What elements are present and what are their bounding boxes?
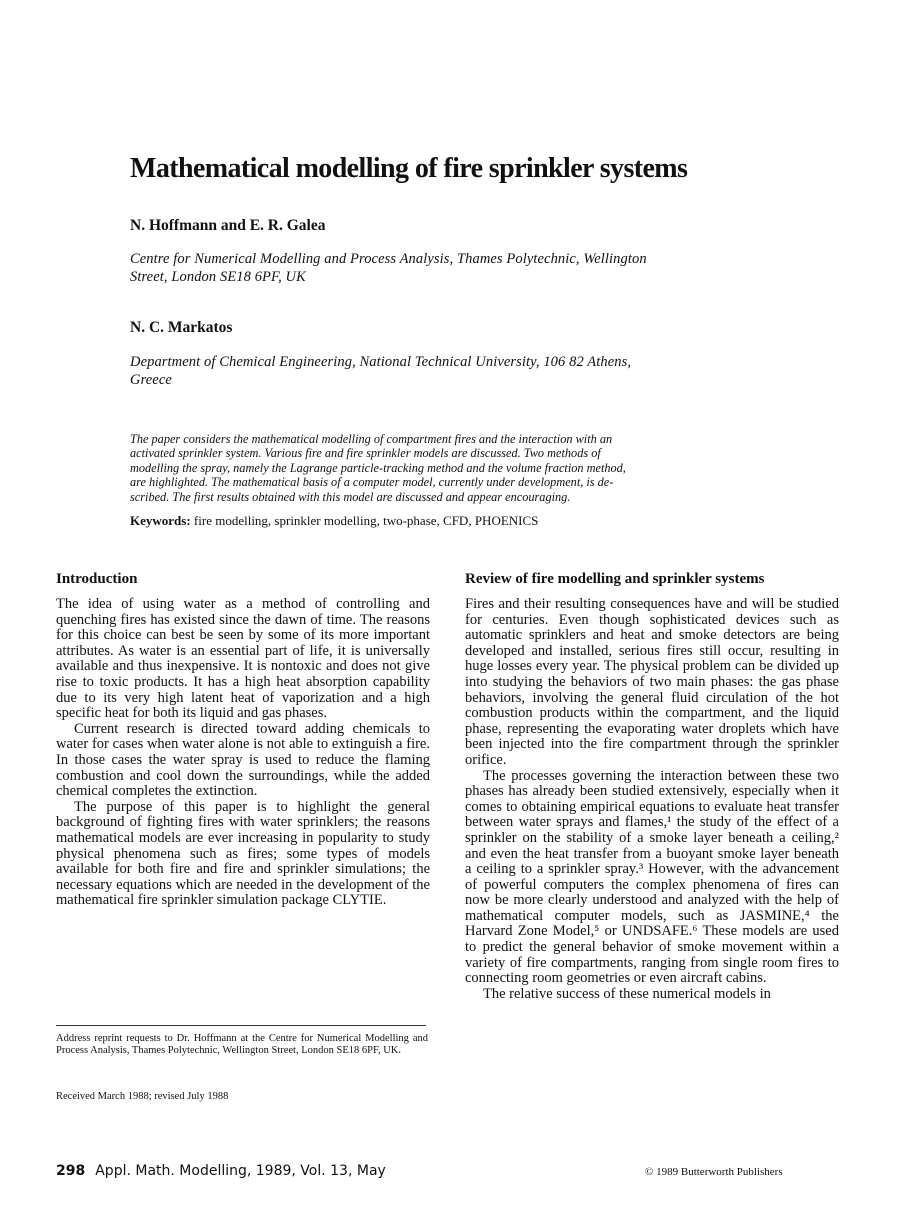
author-names-1: N. Hoffmann and E. R. Galea [130, 217, 326, 234]
affiliation-1-line: Centre for Numerical Modelling and Process Analysis, Thames Polytechnic, Wellington [130, 251, 647, 267]
copyright-notice: © 1989 Butterworth Publishers [645, 1166, 783, 1178]
affiliation-2-line: Department of Chemical Engineering, National Technical University, 106 82 Athens, [130, 354, 632, 370]
affiliation-2 [130, 353, 631, 389]
section-heading: Introduction [56, 571, 138, 587]
page-number: 298 [56, 1163, 86, 1179]
section-heading: Review of fire modelling and sprinkler systems [465, 571, 765, 587]
keywords [130, 513, 538, 529]
affiliation-1 [130, 250, 647, 286]
keywords-list: fire modelling, sprinkler modelling, two-phase, CFD, PHOENICS [193, 513, 539, 528]
paragraph: Current research is directed toward adding chemicals to water for cases when water alone is not able to extinguish a fire. In those cases the water spray is used to reduce the flaming combustion and cool down the surroundings, while the added chemical completes the extinction. [56, 720, 430, 800]
received-dates: Received March 1988; revised July 1988 [56, 1091, 229, 1102]
footnote-divider [56, 1025, 426, 1026]
abstract-line: modelling the spray, namely the Lagrange particle-tracking method and the volume fraction method, [130, 460, 626, 475]
abstract-line: The paper considers the mathematical modelling of compartment fires and the interaction with an [130, 432, 613, 446]
journal-citation: Appl. Math. Modelling, 1989, Vol. 13, May [95, 1163, 386, 1179]
paragraph: The processes governing the interaction between these two phases has already been studied extensively, especially when it comes to obtaining empirical equations to evaluate heat transfer between water sprays and flames,¹ the study of the effect of a sprinkler on the stability of a smoke layer beneath a ceiling,² and even the heat transfer from a buoyant smoke layer beneath a ceiling to a sprinkler spray.³ However, with the advancement of powerful computers the complex phenomena of fires can now be more clearly understood and analyzed with the help of mathematical computer models, such as JASMINE,⁴ the Harvard Zone Model,⁵ or UNDSAFE.⁶ These models are used to predict the general behavior of smoke movement within a variety of fire compartments, ranging from single room fires to connecting room geometries or even aircraft cabins. [465, 767, 839, 987]
running-footer [56, 1163, 386, 1179]
introduction-section [56, 570, 430, 909]
abstract [130, 432, 770, 504]
paragraph: The relative success of these numerical models in [483, 985, 771, 1002]
review-section [465, 570, 839, 1002]
paragraph: The idea of using water as a method of controlling and quenching fires has existed since the dawn of time. The reasons for this choice can best be seen by some of its more important attributes. As water is an essential part of life, it is universally available and thus inexpensive. It is nontoxic and does not give rise to toxic products. It has a high heat absorption capability due to its very high latent heat of vaporization and a high specific heat for both its liquid and gas phases. [56, 596, 430, 722]
footnote-address: Address reprint requests to Dr. Hoffmann at the Centre for Numerical Modelling and Process Analysis, Thames Polytechnic, Wellington Street, London SE18 6PF, UK. [56, 1033, 428, 1057]
paragraph: The purpose of this paper is to highlight the general background of fighting fires with water sprinklers; the reasons mathematical models are ever increasing in popularity to study physical phenomena such as fires; some types of models available for both fire and fire and sprinkler simulations; the necessary equations which are needed in the development of the mathematical fire sprinkler simulation package CLYTIE. [56, 798, 430, 909]
author-names-2: N. C. Markatos [130, 319, 233, 336]
affiliation-2-line: Greece [130, 372, 172, 388]
abstract-line: scribed. The first results obtained with this model are discussed and appear encouraging. [130, 489, 571, 504]
paper-title: Mathematical modelling of fire sprinkler systems [130, 153, 688, 184]
paragraph: Fires and their resulting consequences have and will be studied for centuries. Even though sophisticated devices such as automatic sprinklers and heat and smoke detectors are being developed and installed, serious fires still occur, resulting in huge losses every year. The physical problem can be divided up into studying the behaviors of two main phases: the gas phase behaviors, involving the general fluid circulation of the hot combustion products within the compartment, and the liquid phase, representing the evaporating water droplets which have been injected into the fire compartment through the sprinkler orifice. [465, 596, 839, 768]
abstract-line: activated sprinkler system. Various fire and fire sprinkler models are discussed. Two methods of [130, 446, 601, 461]
affiliation-1-line: Street, London SE18 6PF, UK [130, 269, 306, 285]
keywords-label: Keywords: [130, 513, 191, 528]
abstract-line: are highlighted. The mathematical basis of a computer model, currently under development, is de- [130, 475, 614, 490]
